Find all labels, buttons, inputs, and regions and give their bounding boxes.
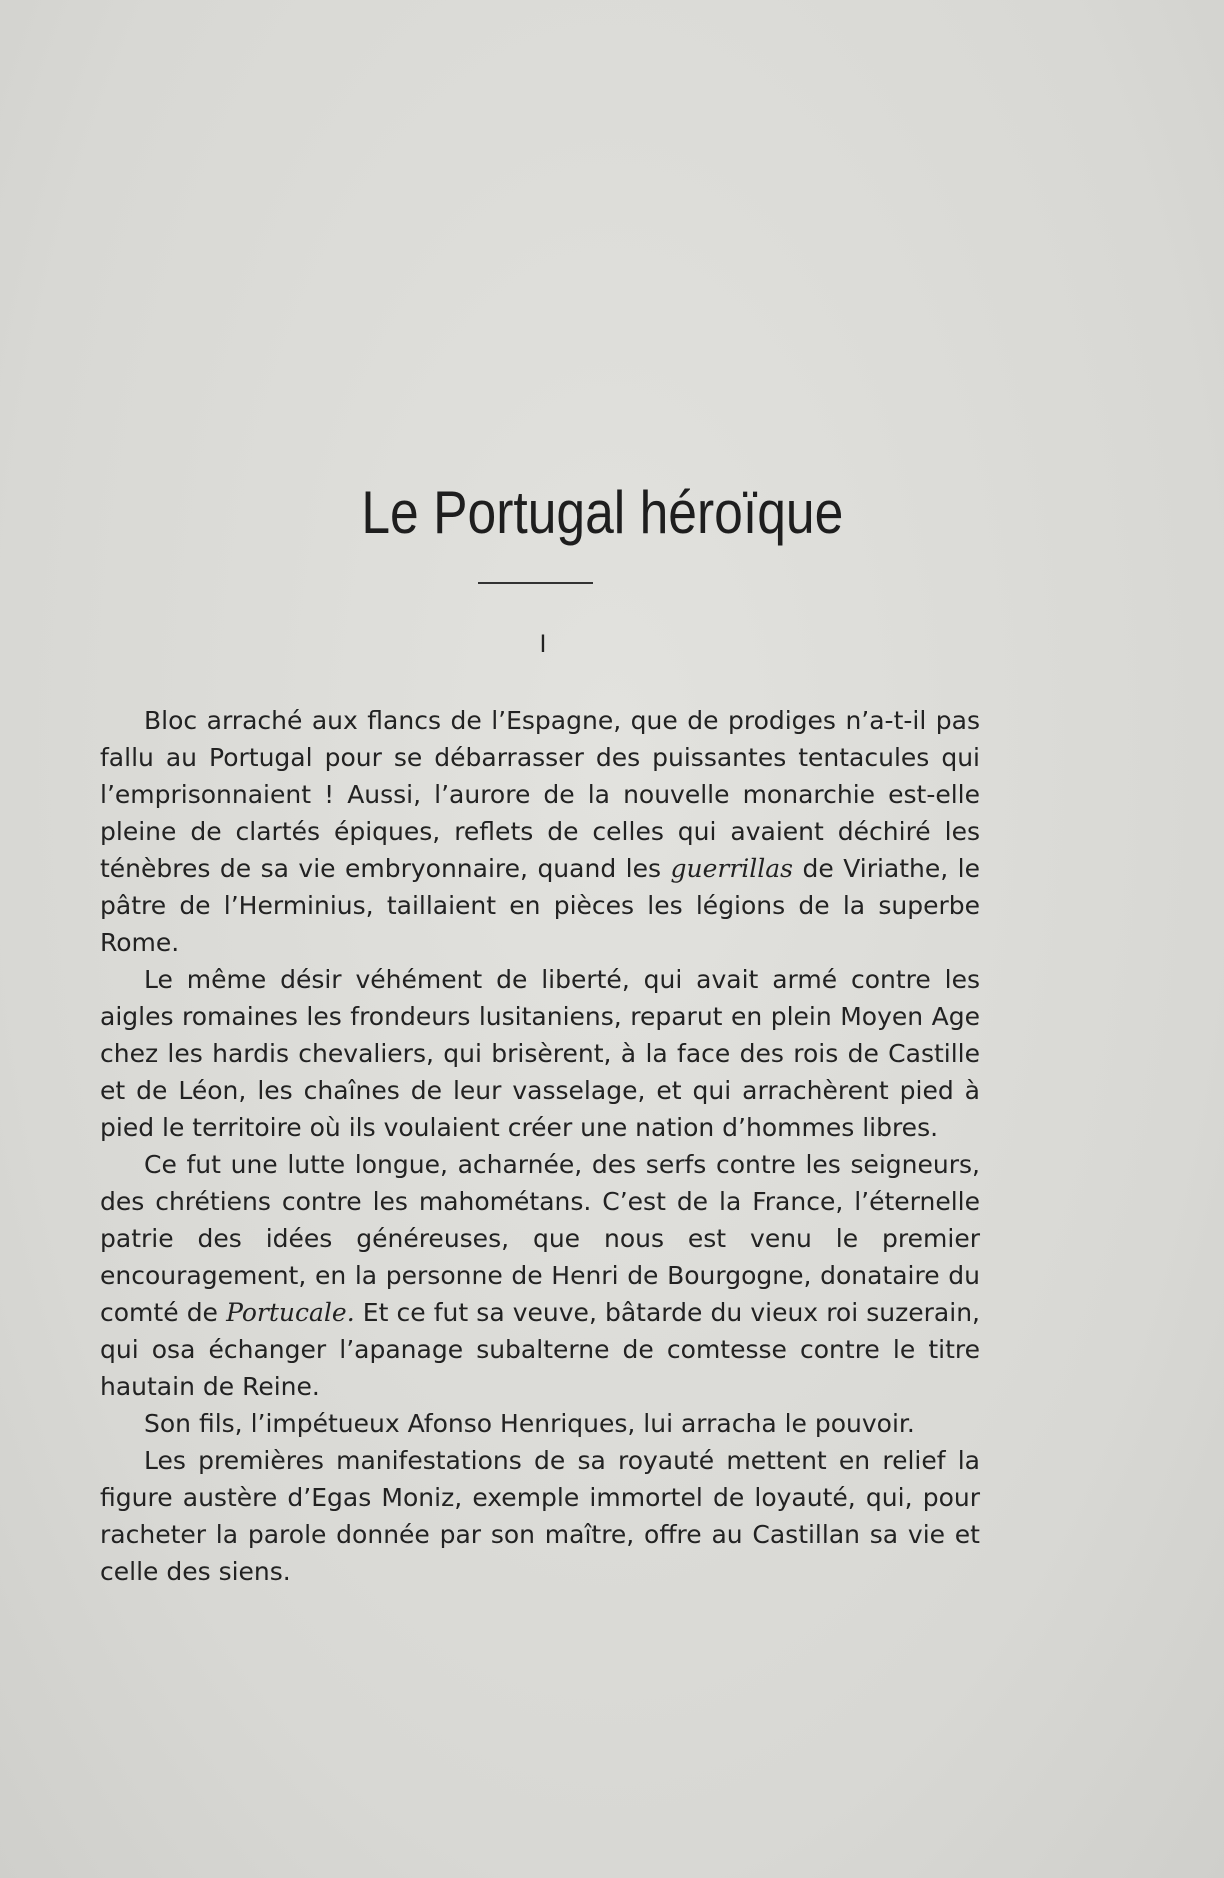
text-run: Le même désir véhément de liberté, qui avait armé contre les aigles romaines les frondeurs lusitaniens, reparut en plein Moyen Age chez les hardis chevaliers, qui brisèrent, à la face des rois de Castille et de Léon, les chaînes de leur vasselage, et qui arrachèrent pied à pied le territoire où ils voulaient créer une nation d’hommes libres. xyxy=(100,965,980,1142)
paragraph xyxy=(100,961,980,1146)
text-run: Les premières manifestations de sa royauté mettent en relief la figure austère d’Egas Moniz, exemple immortel de loyauté, qui, pour racheter la parole donnée par son maître, offre au Castillan sa vie et celle des siens. xyxy=(100,1446,980,1586)
paragraph xyxy=(100,1146,980,1405)
paragraph xyxy=(100,1405,980,1442)
paragraph xyxy=(100,1442,980,1590)
text-run: Et ce fut sa veuve, bâtarde du vieux roi suzerain, qui osa échanger l’apanage subalterne de comtesse contre le titre hautain de Reine. xyxy=(100,1298,980,1401)
section-number: I xyxy=(539,630,547,658)
italic-text: guerrillas xyxy=(670,854,794,883)
chapter-title: Le Portugal héroïque xyxy=(361,479,844,546)
text-run: Bloc arraché aux flancs de l’Espagne, que de prodiges n’a-t-il pas fallu au Portugal pour se débarrasser des puissantes tentacules qui l’emprisonnaient ! Aussi, l’aurore de la nouvelle monarchie est-elle pleine de clartés épiques, reflets de celles qui avaient déchiré les ténèbres de sa vie embryonnaire, quand les xyxy=(100,706,980,883)
body-text xyxy=(100,702,980,1590)
title-rule xyxy=(478,582,593,584)
text-run: Son fils, l’impétueux Afonso Henriques, lui arracha le pouvoir. xyxy=(144,1409,915,1438)
italic-text: Portucale. xyxy=(226,1298,355,1327)
text-run: Ce fut une lutte longue, acharnée, des serfs contre les seigneurs, des chrétiens contre les mahométans. C’est de la France, l’éternelle patrie des idées généreuses, que nous est venu le premier encouragement, en la personne de Henri de Bourgogne, donataire du comté de xyxy=(100,1150,980,1327)
text-run: de Viriathe, le pâtre de l’Herminius, taillaient en pièces les légions de la superbe Rome. xyxy=(100,854,981,957)
paragraph xyxy=(100,702,980,961)
